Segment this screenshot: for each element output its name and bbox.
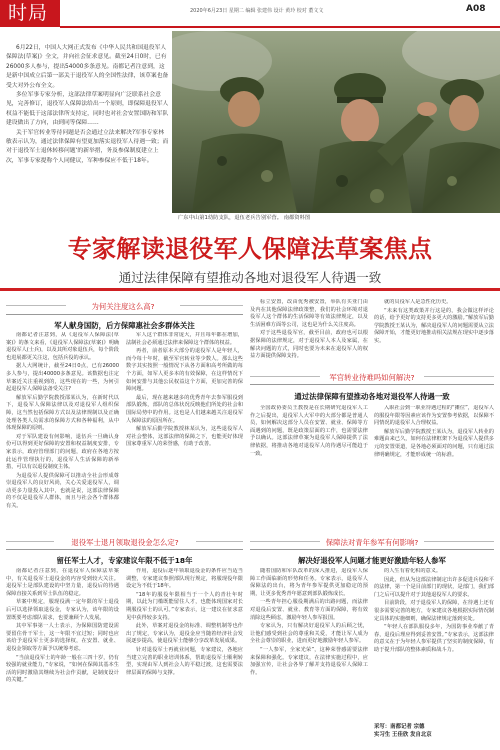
news-photo [172,31,500,213]
divider [250,549,494,550]
paragraph: “未来有这类政策并行这是的，我会做这样评论的话，给予更好的支持更多更大的激励。”解放军后勤学院教授王某认为，解决退役军人的问题需要从立法保障开始，才能更好地推动相关法规在现实中逐步落实。 [374,307,494,344]
paragraph: “18年的服役年限相当于一个人的青壮年时期，以此为门槛既能留住人才，也能体现国家对长期服役军士的认可。”专家表示，这一建议在征求意见中获得较多支持。 [126,591,243,621]
paragraph: 其中军事第一人士表示，为保障国防建设需要留住骨干军士，这一年限不宜过短；同时也应该给予退役军士更多的选择权，在安置、就业、退役金领取等方面予以统筹考虑。 [6,623,119,652]
byline-intern: 实习生 王佳欣 发自北京 [374,732,432,738]
paragraph: “当前退役军士的年龄一般在三四十岁，仍有较强的就业能力，”专家说，“如何在保障其基本生活的同时激励其继续为社会作贡献，是制度设计的关键。” [6,654,119,684]
paragraph: 全国政协委员王教授是在长期研究退役军人工作之后提出，退役军人大军中的大部分都是普通人员，如何解决这部分人员在安置、就业、保障等方面遇到的问题，既是政策层面的工作，也需要法律予以确认。这部法律草案为退役军人保障提供了法律依据，将推动各地对退役军人的待遇尽可能趋于一致。 [250,405,368,457]
paragraph: 为退役军人提供保障可以推动全社会形成尊崇退役军人的良好风尚，关心关爱退役军人，调动更多力量投入其中，也就是说，这部法律保障的不仅是退役军人群体，而且与社会各个群体都有关。 [6,472,119,510]
paragraph: 针对退役军士再就业问题，专家建议，各地应当建立完善的职业培训体系，帮助退役军士顺利转型，实现由军人到社会人的平稳过渡，这也需要法律层面的保障与支撑。 [126,646,243,676]
divider [250,541,320,542]
body-column [126,568,243,746]
paragraph: 南都记者注意到，从《退役军人保障法(草案)》的条文来看，《退役军人保障法(草案)》明确退役军人(士兵)，以及其所对象退伍兵，每个阶段也进展都更关注这，包括兵役的承认。 [6,332,119,361]
divider [250,384,494,385]
section-question: 军官转业待难吗如何解决? [329,373,415,382]
section-question: 退役军士退月领取退役金怎么定? [71,538,179,547]
divider [180,305,243,306]
soldiers-farewell-illustration [172,31,500,213]
photo-caption: 广东中山第1幼防支队，退伍老兵告别军营。 南都资料图 [178,215,311,221]
paragraph: 就的员役军人是急性化历史。 [384,299,452,305]
section-heading: 留任军士人才，专家建议年限不低于18年 [56,556,193,565]
byline [374,723,494,739]
body-column [6,568,119,746]
paragraph: 最后，现在越来越多的优秀青年去参军服役到部队锻炼，部队的总体状况反映他们所处的社会和国际局势中的作用。这也是人们越来越关注退役军人保障法的原因所在。 [126,394,243,424]
paragraph: 随着国防和军队改革的深入推进，退役军人保障工作面临新的形势和任务。专家表示，退役军人保障法的出台，将为青年参军提供更加稳定的预期，让更多优秀青年愿意到部队锻炼成长。 [250,568,368,597]
paragraph: 据人大网统计，截至24日0点，已有26000多人参与，提出40000多条意见。该数据也注定草案近关注重视到的，这些现在的一些，为何引起退役军人保障法备受关注? [6,363,119,393]
issue-meta: 2020年6月23日 星期二 编辑 张建伟 设计 黄玲 校对 董文文 [190,8,324,14]
section-heading: 通过法律保障有望推动各地对退役军人待遇一致 [294,392,450,401]
divider [6,541,54,542]
paragraph: “一人参军，全家光荣”，这种荣誉感需要法律来保障和强化。专家建议，在法律实施过程中，应加强宣传，让社会各界了解并支持退役军人保障工作。 [250,646,368,676]
body-column [126,332,243,529]
divider [6,549,243,550]
section-logo: 时局 [0,0,60,27]
header-rule [60,26,500,28]
lead-paragraph: 关于军官转业等待问题是否会通过立法来解决?军事专家林敏表示认为，通过法律保障有望更加落实退役军人待遇一致；而对于退役军士退休转移问题‘的新举措，务及参保制度建立上次，军事专家提称个人同健议，军种参保应不低于18年。 [6,129,169,164]
paragraph: 对于军队建设有何影响，退伍兵一旦确认身份可以得到更好保障的安置和权益制度安排，专家表示，政府管理部门的问题，政府在各地方按此运作管理执行的，退役军人生活保障的新举措，可以有以退役制度主体。 [6,433,119,471]
section-heading: 解决好退役军人问题才能更好激励年轻人参军 [298,556,446,565]
paragraph: 专家认为，只有解决好退役军人的后顾之忧，让他们感受到社会的尊重和关爱，才能让军人成为全社会尊崇的职业，进而更好地激励年轻人参军。 [250,623,368,645]
paragraph: 目前阶段，对于退役军人的保障，在待遇上还有很多需要完善的地方，专家建议各地根据实际情况制定具体的实施细则，确保法律规定落到实处。 [374,600,494,622]
paragraph: 草案中规定，服现役满一定年限的军士退役后可以选择领取退役金，专家认为，该年限的设置既要考虑部队需求，也要兼顾个人发展。 [6,599,119,621]
body-column [250,568,368,746]
lead-text [6,44,169,166]
paragraph: 标立安置，改由优秀被安置，举队有买亚门由及内在其他保障法律政策整，我们的社会环境对退役军人这个群体的生活保障等有效法律规定，以及生活困难方面等公司，这也是为什么关注度高。 [250,299,368,328]
paragraph: “年轻人在部队服役多年，为国防事业奉献了青春，退役后理应得到妥善安置。”专家表示，这部法律的意义在于为年轻人参军提供了坚实的制度保障，有助于提升部队的整体素质和战斗力。 [374,624,494,653]
paragraph: 军人这个群体非常庞大，并且每年都在增加，法制社会必须通过法律来保障这个群体的权益。 [126,332,243,346]
paragraph: 解放军后勤学院教授王某认为，退役军人转业的难题由来已久，如何在法律框架下为退役军人提供多元的安置渠道，是各地必须面对的问题，只有通过法律明确规定，才能形成统一的标准。 [374,428,494,458]
section-question: 为何关注度这么高? [91,302,155,311]
paragraph: 因此，但从为这部法律制定出许多促进兵役和平的法律，第一个是目前部门的现状，是部门，我们部门之后可以提升对于其他退役军人的要求。 [374,576,494,598]
divider [6,314,243,315]
paragraph: 一些青年担心服役期满后的出路问题，而法律对退役后安置、就业、教育等方面的保障，将有效消除这些顾虑，激励年轻人参军报国。 [250,599,368,621]
subheadline: 通过法律保障有望推动各地对退役军人待遇一致 [118,270,382,285]
paragraph: 此外，草案对退役金的标准、调整机制等也作出了规定，专家认为，退役金应当随着经济社会发展逐步提高，使退役军士能够分享改革发展成果。 [126,623,243,645]
divider [250,376,320,377]
body-column [374,405,494,532]
paragraph: 再者，前者原本大部分的退役军人是年轻人，而今每十年时，截至军官转业等少数人。那么这些数字其实按照一般情况下从各方面和高考所做的每个方面，如军人更多本的有效保障，在这样情况下如何安排与其他公民权益这个方面，更加完善的保障问题。 [126,348,243,393]
section-heading: 军人献身国防，后方保障惠社会多群体关注 [54,321,195,330]
paragraph: 解放军后勤学院教授林某认为，这些退役军人对社会整体，这部法律的保障之下，也能更好体现国家尊重军人的荣誉感，有助于改善。 [126,426,243,448]
divider [424,376,494,377]
paragraph: 的人生有着化积的意义。 [384,568,442,574]
lead-paragraph: 6月22日，中国人大网正式发布《中华人民共和国退役军人保障法(草案)》全文，并向社会征求意见。截至24日0时，已有26000多人参与，提出54000多条意见。南都记者注意到，这是新中国成立后第一部关于退役军人的全国性法律，该草案也备受大对外公布全文。 [6,45,169,89]
divider [424,541,494,542]
divider [6,305,66,306]
body-column [6,332,119,529]
section-question: 保障法对青年参军有何影响? [325,538,419,547]
paragraph: 作用，退役后逐年领取退役金的条件应当适当调整，专家建议参照部队现行规定，将服现役年限设定为不低于18年。 [126,568,243,590]
byline-reporter: 采写：南都记者 宗德 [374,724,425,730]
headline-band [0,288,500,291]
body-column [250,299,368,367]
body-column [374,299,494,367]
divider [196,541,243,542]
page-number: A08 [466,4,486,14]
lead-paragraph: 多位军事专家分析，这部法律草案明显向广泛联系社会意见，完善修订，退役军人保障法给出一个原则，即保障退役军人权益不能低于这部法律所支持定，同时也对社会安置国防和军队建设做出了方向，由到同等保障…… [6,92,169,127]
body-column [250,405,368,532]
paragraph: 入职社会到一职业待遇过程的“摊位”，退役军人的服役年限等因素应该作为安置参考依据，以保障不同情况的退役军人合理权益。 [374,405,494,427]
paragraph: 解放军后勤学院教授邵某认为，在新时代以下，退役军人保障法律以及对退役军人组织保障，这当然包括保障方式以及法律规制以及正确处理各类人员需求的保障方式和各种福利，从中体现保障的原则。 [6,394,119,432]
body-column [374,568,494,718]
headline: 专家解读退役军人保障法草案焦点 [67,235,433,263]
paragraph: 对于这些退役军官，截至目前，政府也可以根据保障的法律规定，对于退役军人本人及家属，在解决问题的方式，同时也要为未来在退役军人的权益方面提供保障支持。 [250,330,368,360]
paragraph: 南都记者注意到，在退役军人保障法草案中，有关退役军士退役金的内容受到较大关注。退役军士是部队建设的中坚力量，退役后的待遇保障直接关系到军士队伍的稳定。 [6,568,119,597]
